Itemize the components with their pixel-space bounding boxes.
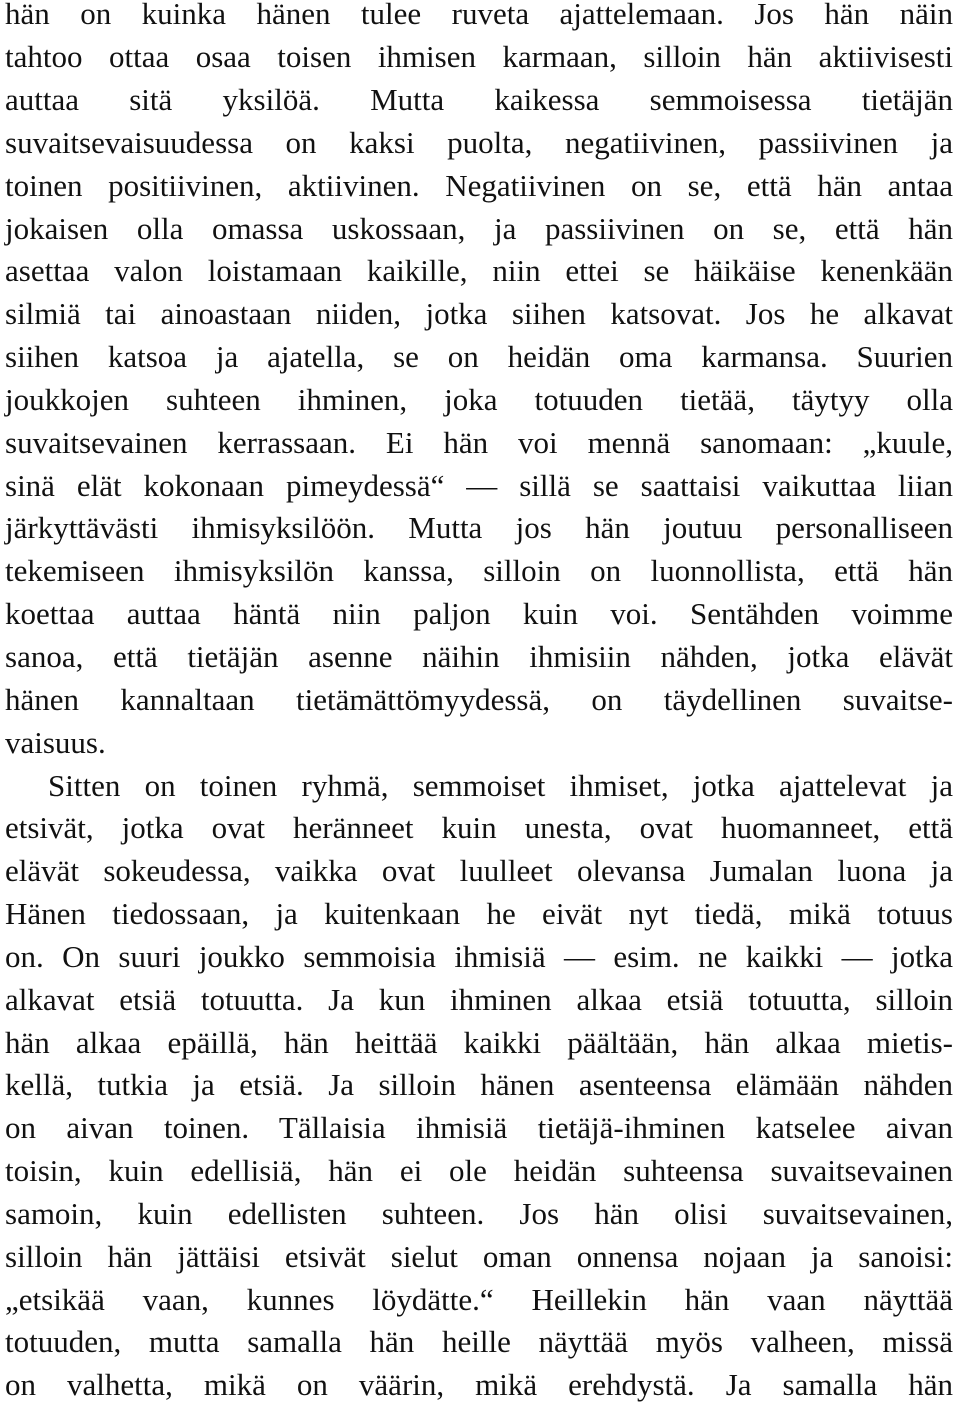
text-line: koettaa auttaa häntä niin paljon kuin voi. Sentähden voimme [5,596,953,631]
text-line: silmiä tai ainoastaan niiden, jotka siihen katsovat. Jos he alkavat [5,296,953,331]
text-line: Sitten on toinen ryhmä, semmoiset ihmiset, jotka ajattelevat ja [48,768,953,803]
text-line: tekemiseen ihmisyksilön kanssa, silloin on luonnollista, että hän [5,553,953,588]
text-line: toisin, kuin edellisiä, hän ei ole heidän suhteensa suvaitsevainen [5,1153,953,1188]
text-line: alkavat etsiä totuutta. Ja kun ihminen alkaa etsiä totuutta, silloin [5,982,953,1017]
text-line: järkyttävästi ihmisyksilöön. Mutta jos hän joutuu personalliseen [5,510,953,545]
text-line: „etsikää vaan, kunnes löydätte.“ Heillekin hän vaan näyttää [5,1282,953,1317]
text-line: on. On suuri joukko semmoisia ihmisiä — esim. ne kaikki — jotka [5,939,953,974]
text-line: suvaitsevainen kerrassaan. Ei hän voi mennä sanomaan: „kuule, [5,425,953,460]
text-line: totuuden, mutta samalla hän heille näyttää myös valheen, missä [5,1324,953,1359]
text-line: kellä, tutkia ja etsiä. Ja silloin hänen asenteensa elämään nähden [5,1067,953,1102]
text-line: sanoa, että tietäjän asenne näihin ihmisiin nähden, jotka elävät [5,639,953,674]
text-line: Hänen tiedossaan, ja kuitenkaan he eivät nyt tiedä, mikä totuus [5,896,953,931]
text-line: tahtoo ottaa osaa toisen ihmisen karmaan, silloin hän aktiivisesti [5,39,953,74]
text-line: jokaisen olla omassa uskossaan, ja passiivinen on se, että hän [5,211,953,246]
text-line: silloin hän jättäisi etsivät sielut oman onnensa nojaan ja sanoisi: [5,1239,953,1274]
text-line: asettaa valon loistamaan kaikille, niin ettei se häikäise kenenkään [5,253,953,288]
text-line: joukkojen suhteen ihminen, joka totuuden tietää, täytyy olla [5,382,953,417]
text-line: sinä elät kokonaan pimeydessä“ — sillä se saattaisi vaikuttaa liian [5,468,953,503]
text-line: on aivan toinen. Tällaisia ihmisiä tietäjä-ihminen katselee aivan [5,1110,953,1145]
text-line: hän on kuinka hänen tulee ruveta ajattelemaan. Jos hän näin [5,0,953,31]
text-line: etsivät, jotka ovat heränneet kuin unesta, ovat huomanneet, että [5,810,953,845]
text-line: vaisuus. [5,725,106,760]
text-line: toinen positiivinen, aktiivinen. Negatiivinen on se, että hän antaa [5,168,953,203]
text-line: elävät sokeudessa, vaikka ovat luulleet olevansa Jumalan luona ja [5,853,953,888]
text-line: siihen katsoa ja ajatella, se on heidän oma karmansa. Suurien [5,339,953,374]
text-line: on valhetta, mikä on väärin, mikä erehdystä. Ja samalla hän [5,1367,953,1402]
text-line: suvaitsevaisuudessa on kaksi puolta, negatiivinen, passiivinen ja [5,125,953,160]
text-line: hän alkaa epäillä, hän heittää kaikki päältään, hän alkaa mietis- [5,1025,953,1060]
text-line: auttaa sitä yksilöä. Mutta kaikessa semmoisessa tietäjän [5,82,953,117]
text-line: hänen kannaltaan tietämättömyydessä, on täydellinen suvaitse- [5,682,953,717]
text-line: samoin, kuin edellisten suhteen. Jos hän olisi suvaitsevainen, [5,1196,953,1231]
